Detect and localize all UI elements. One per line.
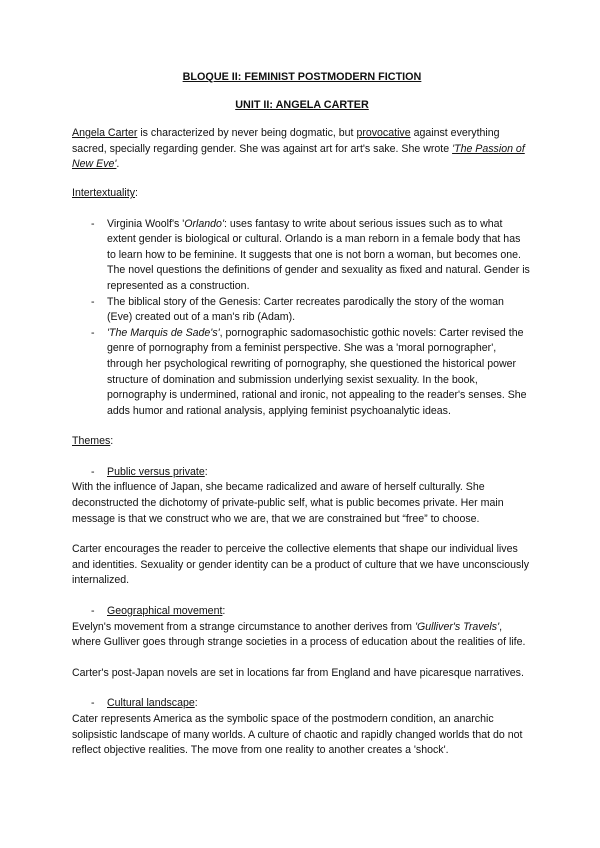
geo-text-b: , where Gulliver goes through strange societies in a process of education about the realities of life.	[72, 620, 526, 649]
intertextuality-heading	[72, 186, 532, 202]
list-item-text: : uses fantasy to write about serious issues such as to what extent gender is biological or cultural. Orlando is a man reborn in a female body that has to learn how to be feminine. It suggests that one is not born a woman, but becomes one. The novel questions the definitions of gender and sexuality as fixed and natural. Gender is represented as a construction.	[107, 217, 530, 292]
orlando-title: Orlando'	[184, 217, 224, 230]
cultural-heading-text: Cultural landscape	[107, 697, 195, 710]
gulliver-title: 'Gulliver's Travels'	[414, 620, 500, 633]
theme-cultural-heading	[72, 696, 532, 712]
themes-heading	[72, 434, 532, 450]
themes-heading-text: Themes	[72, 435, 111, 448]
list-item	[72, 295, 532, 326]
heading-colon: :	[222, 605, 226, 618]
geo-text-a: Evelyn's movement from a strange circumstance to another derives from	[72, 620, 415, 633]
list-item	[72, 217, 532, 295]
list-item-text: The biblical story of the Genesis: Carter recreates parodically the story of the woman (Eve) created out of a man's rib (Adam).	[107, 295, 504, 324]
author-name: Angela Carter	[72, 127, 138, 140]
geo-paragraph-2: Carter's post-Japan novels are set in locations far from England and have picaresque narratives.	[72, 666, 524, 679]
theme-public-heading	[72, 465, 532, 481]
dash-bullet: -	[91, 605, 95, 618]
document-page	[72, 70, 532, 759]
list-item-text: , pornographic sadomasochistic gothic novels: Carter revised the genre of pornography from a feminist perspective. She was a 'moral pornographer', through her psychological rewriting of pornography, she questioned the historical power structure of domination and submission underlying sexist sexuality. In the book, pornography is undermined, rational and ironic, not appealing to the reader's senses. She adds humor and rational analysis, applying feminist psychoanalytic ideas.	[107, 326, 527, 417]
geo-heading-text: Geographical movement	[107, 605, 223, 618]
themes-colon: :	[110, 435, 114, 448]
intertextuality-list	[72, 217, 532, 420]
block-title: BLOQUE II: FEMINIST POSTMODERN FICTION	[182, 71, 422, 83]
dash-bullet: -	[91, 326, 95, 339]
public-heading-text: Public versus private	[107, 465, 205, 478]
intro-paragraph	[72, 126, 532, 173]
sade-title: 'The Marquis de Sade's'	[107, 326, 220, 339]
intertextuality-colon: :	[135, 186, 138, 199]
dash-bullet: -	[91, 217, 95, 230]
dash-bullet: -	[91, 697, 95, 710]
heading-colon: :	[194, 697, 198, 710]
intro-text-1: is characterized by never being dogmatic, but	[137, 127, 357, 140]
dash-bullet: -	[91, 465, 95, 478]
intro-text-3: .	[116, 158, 120, 171]
geo-paragraph-1	[72, 620, 532, 651]
list-item-text: Virginia Woolf's '	[107, 217, 185, 230]
theme-geo-heading	[72, 604, 532, 620]
cultural-paragraph-1: Cater represents America as the symbolic space of the postmodern condition, an anarchic solipsistic landscape of many worlds. A culture of chaotic and rapidly changed worlds that do not reflect objective realities. The move from one reality to another creates a 'shock'.	[72, 713, 523, 757]
intertextuality-heading-text: Intertextuality	[72, 186, 136, 199]
list-item	[72, 326, 532, 420]
public-paragraph-2: Carter encourages the reader to perceive the collective elements that shape our individual lives and identities. Sexuality or gender identity can be a product of culture that we have unconsciously internalized.	[72, 543, 529, 587]
book-title: 'The Passion of New Eve'	[72, 142, 525, 171]
heading-colon: :	[204, 465, 208, 478]
public-paragraph-1: With the influence of Japan, she became radicalized and aware of herself culturally. She deconstructed the dichotomy of private-public self, what is public becomes private. Her main message is that we construct who we are, that we are constrained but “free” to choose.	[72, 481, 504, 525]
intro-text-2: against everything sacred, specially regarding gender. She was against art for art's sake. She wrote	[72, 127, 500, 155]
unit-title: UNIT II: ANGELA CARTER	[235, 98, 369, 111]
dash-bullet: -	[91, 295, 95, 308]
provocative-word: provocative	[356, 127, 411, 140]
